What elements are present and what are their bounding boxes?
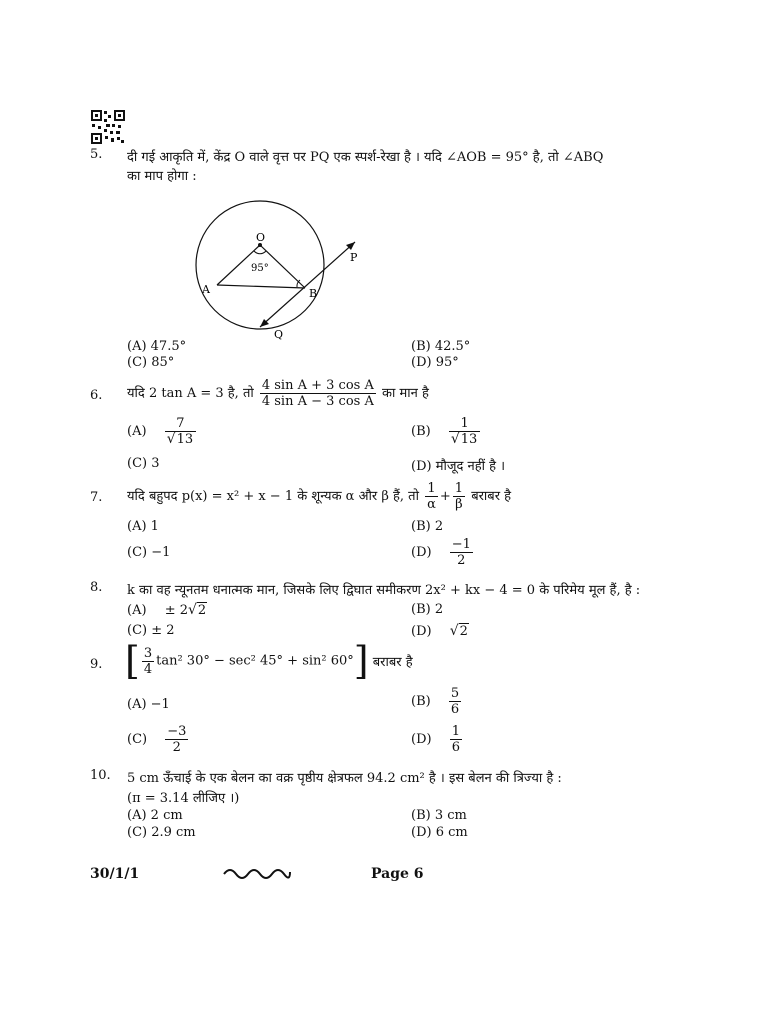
question-post: बराबर है (372, 655, 413, 670)
fraction-denominator (449, 432, 480, 447)
option-c: (C) 3 (127, 456, 160, 471)
radicand: 13 (460, 432, 478, 447)
point-b-label: B (309, 287, 318, 300)
option-fraction (450, 724, 462, 755)
fraction-numerator: −3 (167, 724, 187, 739)
question-pre: यदि बहुपद p(x) = x² + x − 1 के शून्यक α और β हैं, तो (127, 489, 419, 504)
fraction-denominator: β (455, 497, 463, 512)
question-text (127, 481, 511, 512)
option-fraction (450, 537, 473, 568)
fraction-numerator: 1 (449, 416, 480, 432)
option-a (127, 602, 207, 618)
fraction-denominator: α (427, 497, 436, 512)
option-fraction (165, 724, 188, 755)
option-label: (A) (127, 603, 147, 618)
option-d: (D) 95° (411, 355, 459, 370)
fraction-denominator: 6 (450, 702, 460, 717)
question-text: k का वह न्यूनतम धनात्मक मान, जिसके लिए द्विघात समीकरण 2x² + kx − 4 = 0 के परिमेय मूल हैं, है : (127, 583, 641, 598)
question-text-line-2: (π = 3.14 लीजिए ।) (127, 791, 240, 806)
question-post: बराबर है (471, 489, 512, 504)
question-number: 9. (90, 657, 103, 672)
left-bracket: [ (125, 639, 140, 683)
fraction-numerator: 3 (143, 645, 153, 661)
option-fraction (449, 686, 461, 717)
point-p-label: P (350, 251, 358, 264)
fraction-denominator: 4 sin A − 3 cos A (261, 394, 374, 409)
option-fraction (449, 416, 480, 447)
fraction-numerator: 5 (450, 686, 460, 701)
fraction-denominator: 2 (457, 553, 466, 568)
question-text-line-1: दी गई आकृति में, केंद्र O वाले वृत्त पर PQ एक स्पर्श-रेखा है । यदि ∠AOB = 95° है, तो ∠ABQ (127, 150, 604, 165)
fraction-numerator: 4 sin A + 3 cos A (261, 378, 374, 393)
sqrt-icon: √ (450, 431, 460, 447)
option-d (411, 623, 469, 639)
question-text-line-1: 5 cm ऊँचाई के एक बेलन का वक्र पृष्ठीय क्षेत्रफल 94.2 cm² है । इस बेलन की त्रिज्या है : (127, 771, 562, 786)
option-d: (D) 6 cm (411, 825, 468, 840)
sqrt-icon: √ (187, 602, 197, 618)
option-b: (B) 42.5° (411, 339, 471, 354)
option-b (411, 416, 482, 447)
fraction-numerator: 7 (165, 416, 196, 432)
paper-code: 30/1/1 (90, 866, 140, 882)
sqrt-icon: √ (449, 623, 459, 639)
wave-ornament-icon (222, 866, 292, 882)
option-c: (C) ± 2 (127, 623, 175, 638)
option-c: (C) 2.9 cm (127, 825, 196, 840)
fraction-denominator: 2 (172, 740, 181, 755)
sqrt-icon: √ (166, 431, 176, 447)
fraction-1 (425, 481, 438, 512)
option-d (411, 537, 475, 568)
option-c (127, 724, 190, 755)
fraction-denominator (165, 432, 196, 447)
question-expression (125, 639, 413, 683)
angle-label: 95° (251, 263, 269, 274)
question-post: का मान है (382, 386, 429, 401)
option-b: (B) 3 cm (411, 808, 467, 823)
page-number: Page 6 (371, 866, 424, 882)
option-d (411, 724, 464, 755)
option-b (411, 686, 463, 717)
fraction-numerator: 1 (454, 481, 464, 496)
option-label: (D) (411, 624, 432, 639)
option-label: (B) (411, 424, 431, 439)
option-prefix: ± 2 (164, 603, 188, 618)
option-a: (A) 47.5° (127, 339, 187, 354)
radicand: 2 (459, 624, 468, 639)
option-label: (A) (127, 424, 147, 439)
option-label: (B) (411, 694, 431, 709)
fraction-denominator: 6 (451, 740, 460, 755)
plus-sign: + (439, 489, 451, 504)
option-fraction (165, 416, 196, 447)
option-b: (B) 2 (411, 519, 444, 534)
point-o-label: O (256, 231, 266, 244)
question-number: 8. (90, 580, 103, 595)
fraction (142, 646, 154, 677)
option-b: (B) 2 (411, 602, 444, 617)
option-a: (A) 1 (127, 519, 159, 534)
fraction-2 (453, 481, 465, 512)
question-text (127, 378, 429, 409)
expression: tan² 30° − sec² 45° + sin² 60° (156, 653, 354, 669)
option-label: (D) (411, 545, 432, 560)
question-pre: यदि 2 tan A = 3 है, तो (127, 386, 254, 401)
fraction-numerator: 1 (451, 724, 460, 739)
fraction-numerator: 1 (425, 481, 438, 497)
question-number: 6. (90, 388, 103, 403)
option-a: (A) −1 (127, 697, 170, 712)
option-a (127, 416, 198, 447)
right-bracket: ] (353, 639, 369, 683)
option-d: (D) मौजूद नहीं है । (411, 459, 506, 474)
radicand: 2 (197, 603, 207, 618)
fraction (260, 378, 376, 409)
circle-tangent-figure (190, 185, 380, 345)
question-number: 10. (90, 768, 111, 783)
fraction-numerator: −1 (451, 537, 471, 552)
point-q-label: Q (274, 328, 284, 341)
option-a: (A) 2 cm (127, 808, 183, 823)
point-a-label: A (202, 283, 210, 296)
question-number: 7. (90, 490, 103, 505)
option-c: (C) 85° (127, 355, 175, 370)
option-label: (C) (127, 732, 148, 747)
qr-code (90, 109, 126, 145)
question-number: 5. (90, 147, 103, 162)
fraction-denominator: 4 (143, 661, 153, 677)
radicand: 13 (176, 432, 194, 447)
option-label: (D) (411, 732, 432, 747)
question-text-line-2: का माप होगा : (127, 169, 197, 184)
option-c: (C) −1 (127, 545, 171, 560)
